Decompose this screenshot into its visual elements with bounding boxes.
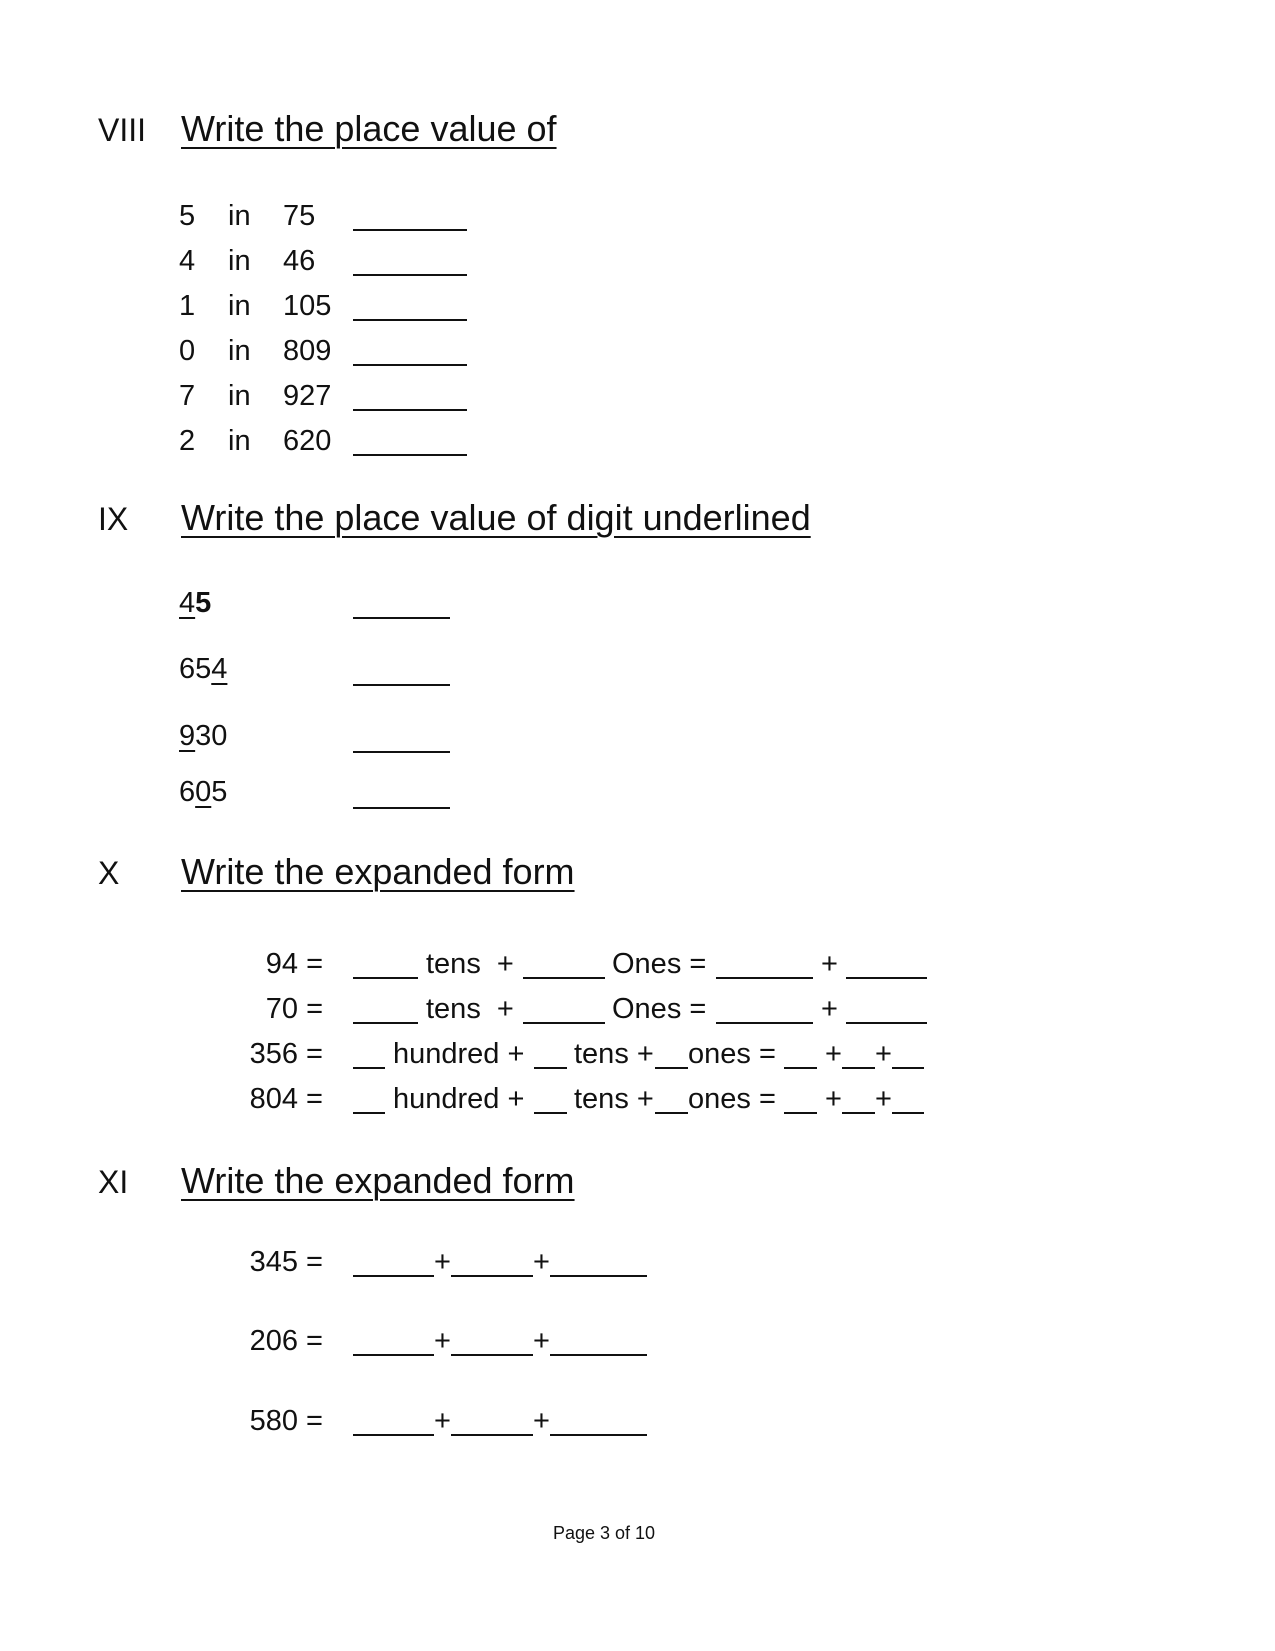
row-digit: 2 xyxy=(179,425,196,457)
plus-sign: + xyxy=(821,948,838,980)
row-number: 75 xyxy=(283,200,316,232)
plus-sign: + xyxy=(434,1405,451,1437)
tens-blank[interactable] xyxy=(353,1022,418,1024)
section-numeral-x: X xyxy=(98,855,120,891)
row-number: 927 xyxy=(283,380,332,412)
answer-blank[interactable] xyxy=(353,454,467,456)
digits-after: 5 xyxy=(211,776,228,808)
ones-blank[interactable] xyxy=(655,1067,688,1069)
plus-sign: + xyxy=(821,993,838,1025)
underlined-digit: 4 xyxy=(179,587,196,619)
row-word: in xyxy=(228,245,251,277)
plus-sign: + xyxy=(875,1083,892,1115)
hundred-blank[interactable] xyxy=(353,1112,385,1114)
tens-label: tens + xyxy=(426,993,514,1025)
underlined-digit: 0 xyxy=(195,776,212,808)
value-blank[interactable] xyxy=(451,1275,533,1277)
section-title-viii: Write the place value of xyxy=(181,108,557,149)
answer-blank[interactable] xyxy=(353,319,467,321)
plus-sign: + xyxy=(875,1038,892,1070)
ones-blank[interactable] xyxy=(655,1112,688,1114)
plus-sign: + xyxy=(434,1325,451,1357)
value-blank[interactable] xyxy=(784,1067,817,1069)
value-blank[interactable] xyxy=(451,1434,533,1436)
underlined-number xyxy=(179,720,227,753)
row-digit: 4 xyxy=(179,245,196,277)
plus-sign: + xyxy=(434,1246,451,1278)
answer-blank[interactable] xyxy=(353,617,450,619)
digits-after: 5 xyxy=(195,587,212,619)
tens-blank[interactable] xyxy=(534,1067,567,1069)
value-blank[interactable] xyxy=(842,1067,875,1069)
row-digit: 5 xyxy=(179,200,196,232)
ones-label: Ones = xyxy=(612,993,707,1025)
value-blank[interactable] xyxy=(846,977,927,979)
plus-sign: + xyxy=(825,1083,842,1115)
digits-before: 65 xyxy=(179,653,212,685)
expression-lhs: 580 = xyxy=(249,1405,323,1437)
row-digit: 1 xyxy=(179,290,196,322)
section-numeral-ix: IX xyxy=(98,501,129,537)
expression-lhs: 356 = xyxy=(249,1038,323,1070)
page-number: Page 3 of 10 xyxy=(552,1523,656,1543)
ones-label: ones = xyxy=(688,1038,776,1070)
tens-blank[interactable] xyxy=(534,1112,567,1114)
value-blank[interactable] xyxy=(550,1434,647,1436)
expression-lhs: 345 = xyxy=(249,1246,323,1278)
tens-label: tens + xyxy=(426,948,514,980)
underlined-digit: 9 xyxy=(179,720,196,752)
row-number: 620 xyxy=(283,425,332,457)
section-title-ix: Write the place value of digit underlined xyxy=(181,497,811,538)
value-blank[interactable] xyxy=(784,1112,817,1114)
value-blank[interactable] xyxy=(716,1022,813,1024)
hundred-blank[interactable] xyxy=(353,1067,385,1069)
row-word: in xyxy=(228,335,251,367)
answer-blank[interactable] xyxy=(353,807,450,809)
section-numeral-xi: XI xyxy=(98,1164,129,1200)
row-word: in xyxy=(228,380,251,412)
value-blank[interactable] xyxy=(353,1434,434,1436)
section-title-xi: Write the expanded form xyxy=(181,1160,575,1201)
row-word: in xyxy=(228,200,251,232)
value-blank[interactable] xyxy=(842,1112,875,1114)
plus-sign: + xyxy=(533,1405,550,1437)
plus-sign: + xyxy=(533,1325,550,1357)
value-blank[interactable] xyxy=(846,1022,927,1024)
ones-label: ones = xyxy=(688,1083,776,1115)
value-blank[interactable] xyxy=(353,1354,434,1356)
value-blank[interactable] xyxy=(716,977,813,979)
value-blank[interactable] xyxy=(892,1067,924,1069)
expression-lhs: 804 = xyxy=(249,1083,323,1115)
hundred-label: hundred + xyxy=(393,1038,525,1070)
digits-after: 30 xyxy=(195,720,228,752)
ones-blank[interactable] xyxy=(523,977,605,979)
tens-label: tens + xyxy=(574,1083,654,1115)
section-title-x: Write the expanded form xyxy=(181,851,575,892)
expression-lhs: 94 = xyxy=(265,948,323,980)
underlined-number xyxy=(179,776,227,809)
value-blank[interactable] xyxy=(550,1354,647,1356)
value-blank[interactable] xyxy=(451,1354,533,1356)
answer-blank[interactable] xyxy=(353,684,450,686)
row-digit: 0 xyxy=(179,335,196,367)
tens-blank[interactable] xyxy=(353,977,418,979)
row-word: in xyxy=(228,425,251,457)
answer-blank[interactable] xyxy=(353,229,467,231)
answer-blank[interactable] xyxy=(353,751,450,753)
value-blank[interactable] xyxy=(353,1275,434,1277)
underlined-digit: 4 xyxy=(211,653,228,685)
row-digit: 7 xyxy=(179,380,196,412)
row-number: 809 xyxy=(283,335,332,367)
value-blank[interactable] xyxy=(892,1112,924,1114)
hundred-label: hundred + xyxy=(393,1083,525,1115)
plus-sign: + xyxy=(533,1246,550,1278)
underlined-number xyxy=(179,653,227,686)
row-number: 105 xyxy=(283,290,332,322)
answer-blank[interactable] xyxy=(353,274,467,276)
value-blank[interactable] xyxy=(550,1275,647,1277)
section-numeral-viii: VIII xyxy=(98,112,147,148)
tens-label: tens + xyxy=(574,1038,654,1070)
ones-blank[interactable] xyxy=(523,1022,605,1024)
expression-lhs: 206 = xyxy=(249,1325,323,1357)
underlined-number xyxy=(179,587,211,620)
answer-blank[interactable] xyxy=(353,409,467,411)
ones-label: Ones = xyxy=(612,948,707,980)
digits-before: 6 xyxy=(179,776,196,808)
answer-blank[interactable] xyxy=(353,364,467,366)
expression-lhs: 70 = xyxy=(265,993,323,1025)
plus-sign: + xyxy=(825,1038,842,1070)
row-number: 46 xyxy=(283,245,316,277)
row-word: in xyxy=(228,290,251,322)
